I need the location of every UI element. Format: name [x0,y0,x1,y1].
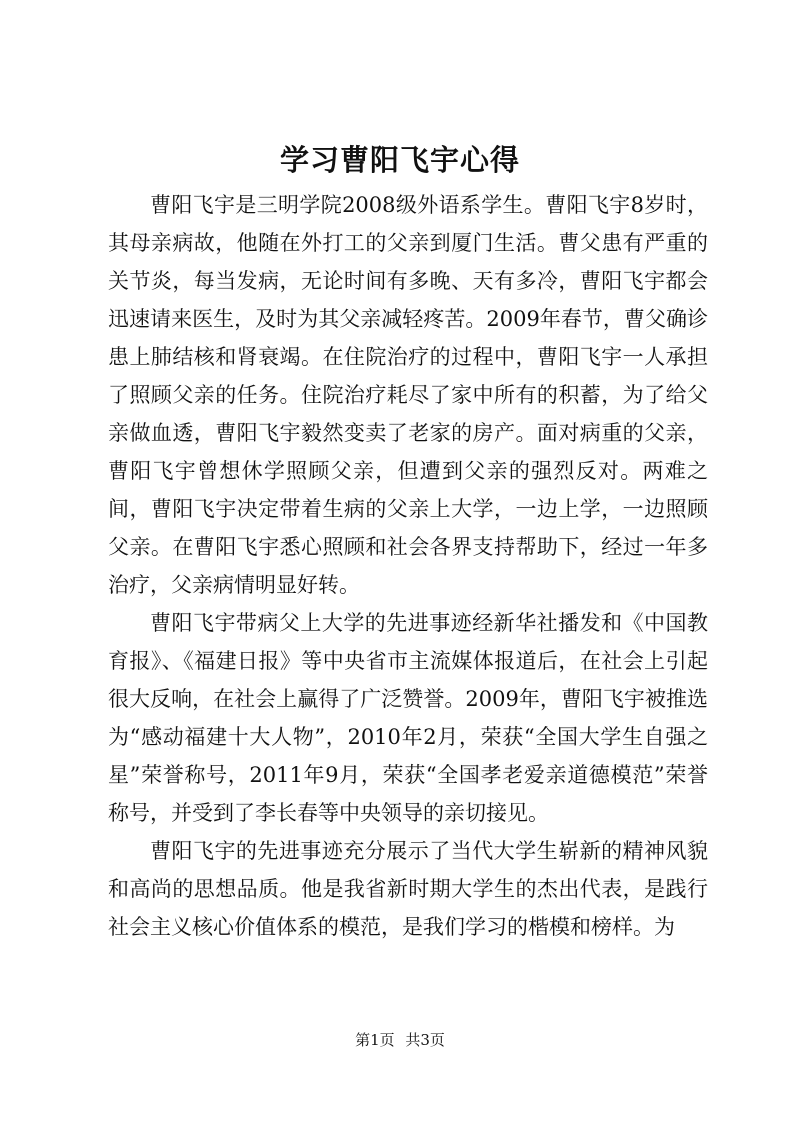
document-title: 学习曹阳飞宇心得 [279,143,520,177]
paragraph-1: 曹阳飞宇是三明学院2008级外语系学生。曹阳飞宇8岁时，其母亲病故，他随在外打工的父亲到厦门生活。曹父患有严重的关节炎，每当发病，无论时间有多晚、天有多冷，曹阳飞宇都会迅速请来医生，及时为其父亲减轻疼苦。2009年春节，曹父确诊患上肺结核和肾衰竭。在住院治疗的过程中，曹阳飞宇一人承担了照顾父亲的任务。住院治疗耗尽了家中所有的积蓄，为了给父亲做血透，曹阳飞宇毅然变卖了老家的房产。面对病重的父亲，曹阳飞宇曾想休学照顾父亲，但遭到父亲的强烈反对。两难之间，曹阳飞宇决定带着生病的父亲上大学，一边上学，一边照顾父亲。在曹阳飞宇悉心照顾和社会各界支持帮助下，经过一年多治疗，父亲病情明显好转。 [108,193,708,597]
document-body [108,186,708,946]
paragraph-3: 曹阳飞宇的先进事迹充分展示了当代大学生崭新的精神风貌和高尚的思想品质。他是我省新时期大学生的杰出代表，是践行社会主义核心价值体系的模范，是我们学习的楷模和榜样。为 [108,839,708,939]
paragraph-2: 曹阳飞宇带病父上大学的先进事迹经新华社播发和《中国教育报》、《福建日报》等中央省市主流媒体报道后，在社会上引起很大反响，在社会上赢得了广泛赞誉。2009年，曹阳飞宇被推选为“感动福建十大人物”，2010年2月，荣获“全国大学生自强之星”荣誉称号，2011年9月，荣获“全国孝老爱亲道德模范”荣誉称号，并受到了李长春等中央领导的亲切接见。 [108,611,708,825]
page-number: 第1页 [355,1031,395,1049]
page-footer [0,1030,800,1050]
page-total: 共3页 [405,1031,445,1049]
